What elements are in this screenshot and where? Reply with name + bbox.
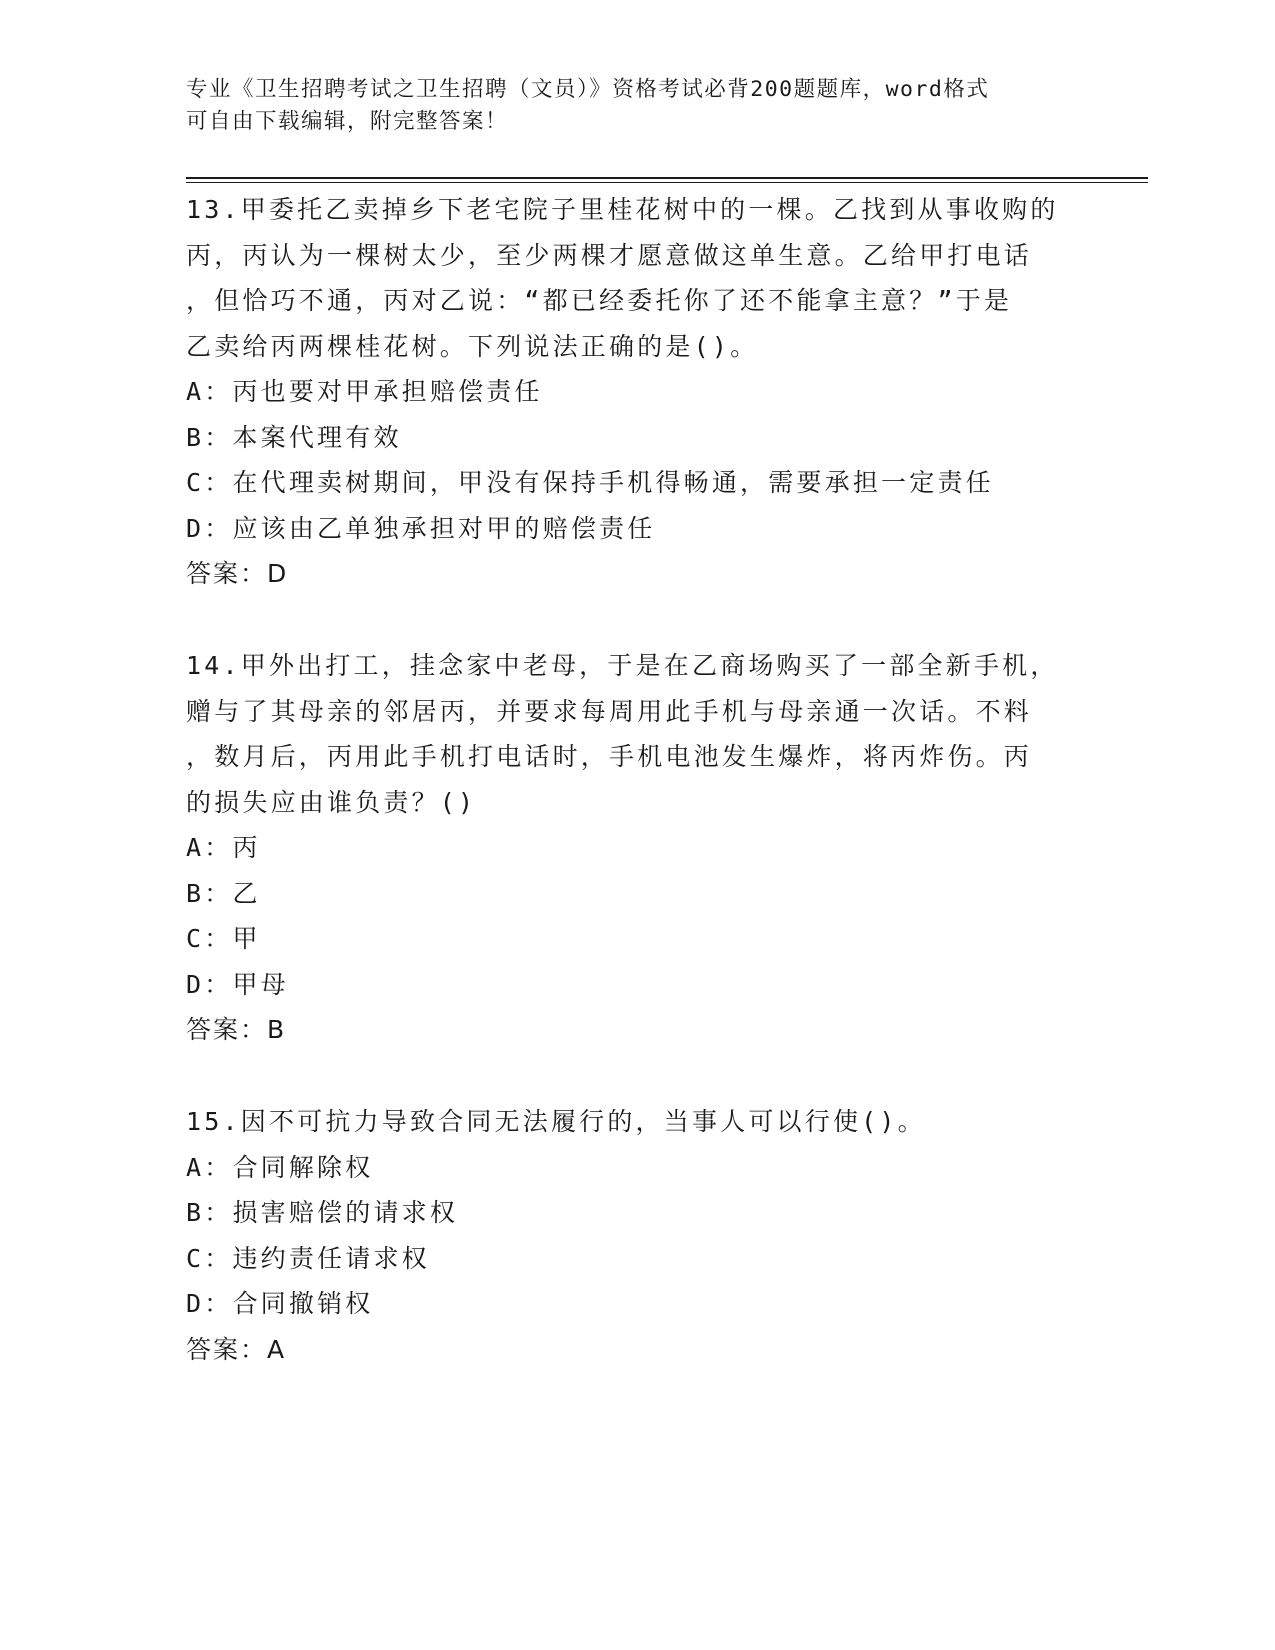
question-14 [186,643,1086,1053]
option-a: A：合同解除权 [186,1152,374,1182]
answer-text: 答案：A [186,1334,287,1364]
option-d: D：应该由乙单独承担对甲的赔偿责任 [186,513,656,543]
header-divider-thick [186,177,1148,179]
option-b: B：本案代理有效 [186,422,402,452]
option-c: C：甲 [186,924,261,953]
question-stem-line: 丙，丙认为一棵树太少，至少两棵才愿意做这单生意。乙给甲打电话 [186,240,1033,270]
header-line-1: 专业《卫生招聘考试之卫生招聘（文员）》资格考试必背200题题库，word格式 [186,77,990,102]
document-header [186,74,1066,138]
option-d: D：合同撤销权 [186,1289,374,1318]
option-b: B：乙 [186,878,261,908]
question-stem-line: 14.甲外出打工，挂念家中老母，于是在乙商场购买了一部全新手机， [186,651,1059,680]
option-b: B：损害赔偿的请求权 [186,1198,459,1227]
option-c: C：违约责任请求权 [186,1243,430,1273]
question-stem-line: 13.甲委托乙卖掉乡下老宅院子里桂花树中的一棵。乙找到从事收购的 [186,195,1059,224]
question-15 [186,1099,1086,1372]
question-13 [186,187,1086,597]
header-divider-thin [186,182,1148,183]
option-c: C：在代理卖树期间，甲没有保持手机得畅通，需要承担一定责任 [186,468,994,497]
option-a: A：丙 [186,833,261,862]
question-stem-line: 乙卖给丙两棵桂花树。下列说法正确的是()。 [186,331,759,361]
option-a: A：丙也要对甲承担赔偿责任 [186,377,543,406]
question-stem-line: 赠与了其母亲的邻居丙，并要求每周用此手机与母亲通一次话。不料 [186,696,1033,726]
header-line-2: 可自由下载编辑，附完整答案！ [186,109,509,134]
option-d: D：甲母 [186,969,289,999]
answer-text: 答案：D [186,559,289,588]
question-stem-line: 的损失应由谁负责？() [186,787,477,817]
answer-text: 答案：B [186,1015,287,1044]
question-stem-line: ，但恰巧不通，丙对乙说：“都已经委托你了还不能拿主意？”于是 [186,286,1013,315]
question-stem-line: 15.因不可抗力导致合同无法履行的，当事人可以行使()。 [186,1107,926,1136]
question-stem-line: ，数月后，丙用此手机打电话时，手机电池发生爆炸，将丙炸伤。丙 [186,742,1033,771]
